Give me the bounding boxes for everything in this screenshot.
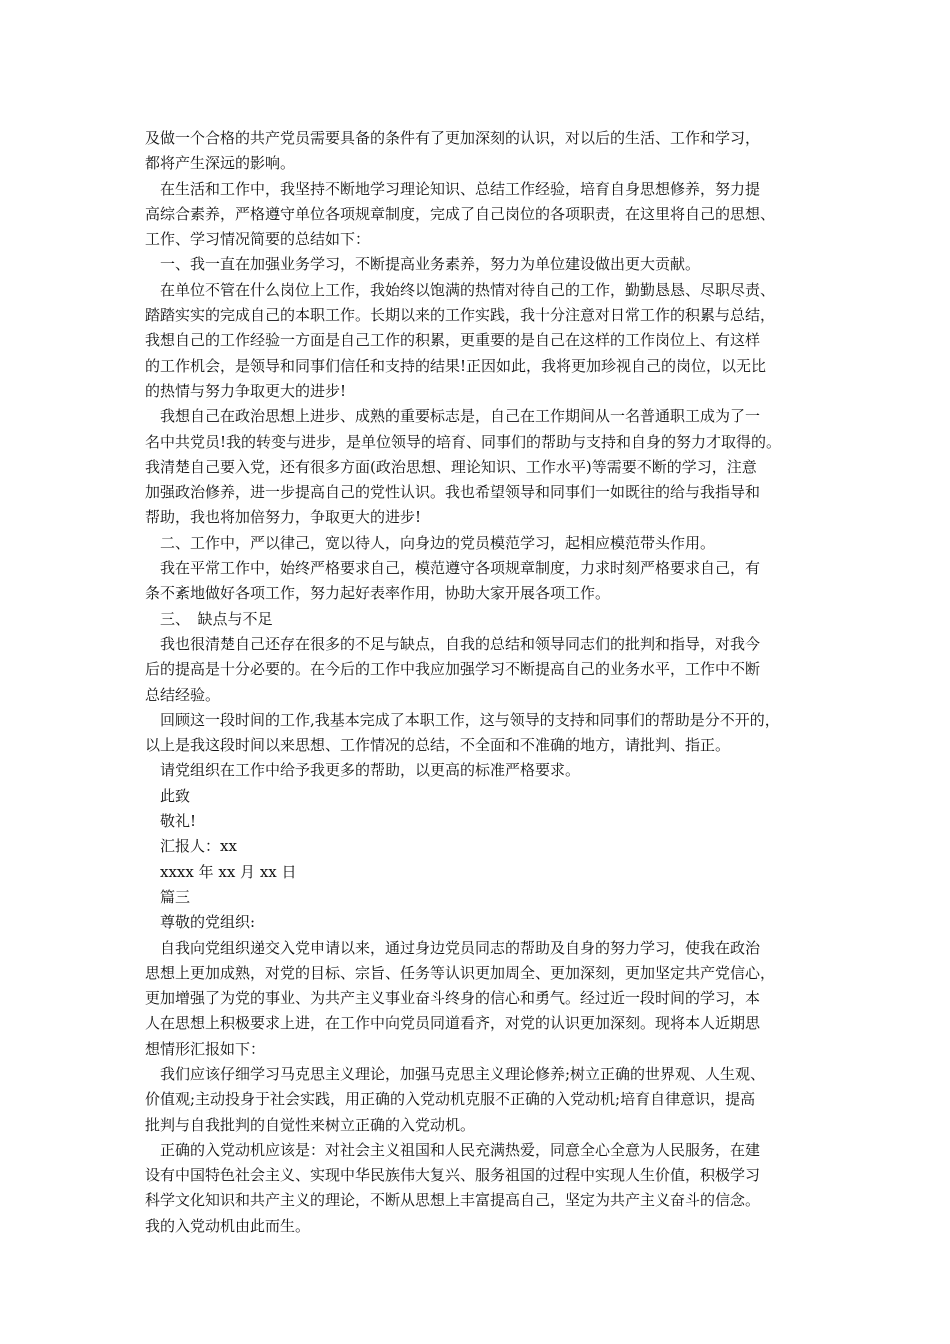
text-line: 价值观;主动投身于社会实践，用正确的入党动机克服不正确的入党动机;培育自律意识，提高 [145,1090,756,1109]
text-line: 人在思想上积极要求上进，在工作中向党员同道看齐，对党的认识更加深刻。现将本人近期思 [145,1014,761,1033]
text-line: 的工作机会，是领导和同事们信任和支持的结果!正因如此，我将更加珍视自己的岗位，以无比 [145,356,767,375]
text-line: 在生活和工作中，我坚持不断地学习理论知识、总结工作经验，培育自身思想修养，努力提 [145,179,761,198]
text-line: 以上是我这段时间以来思想、工作情况的总结，不全面和不准确的地方，请批判、指正。 [145,736,731,755]
closing-line: 敬礼! [145,812,197,831]
text-line: 想情形汇报如下： [145,1039,266,1058]
text-line: 及做一个合格的共产党员需要具备的条件有了更加深刻的认识，对以后的生活、工作和学习， [145,129,761,147]
text-line: 思想上更加成熟，对党的目标、宗旨、任务等认识更加周全、更加深刻，更加坚定共产党信心， [145,963,776,982]
text-line: 我想自己的工作经验一方面是自己工作的积累，更重要的是自己在这样的工作岗位上、有这样 [145,331,761,350]
closing-line: 此致 [145,786,191,805]
date-line: xxxx 年 xx 月 xx 日 [145,862,297,881]
document-body [145,126,813,1239]
text-line: 总结经验。 [145,685,221,704]
text-line: 我想自己在政治思想上进步、成熟的重要标志是，自己在工作期间从一名普通职工成为了一 [145,407,761,426]
text-line: 名中共党员!我的转变与进步，是单位领导的培育、同事们的帮助与支持和自身的努力才取得的。 [145,432,782,451]
reporter-line: 汇报人：xx [145,837,237,856]
text-line: 在单位不管在什么岗位上工作，我始终以饱满的热情对待自己的工作，勤勤恳恳、尽职尽责、 [145,280,776,299]
text-line: 自我向党组织递交入党申请以来，通过身边党员同志的帮助及自身的努力学习，使我在政治 [145,938,761,957]
text-line: 帮助，我也将加倍努力，争取更大的进步! [145,508,422,527]
text-line: 高综合素养，严格遵守单位各项规章制度，完成了自己岗位的各项职责，在这里将自己的思想、 [145,204,776,223]
text-line: 的热情与努力争取更大的进步! [145,381,347,400]
text-line: 更加增强了为党的事业、为共产主义事业奋斗终身的信心和勇气。经过近一段时间的学习，本 [145,989,761,1008]
text-line: 都将产生深远的影响。 [145,154,296,173]
text-line: 工作、学习情况简要的总结如下： [145,230,371,249]
section-heading: 二、工作中，严以律己，宽以待人，向身边的党员模范学习，起相应模范带头作用。 [145,533,716,552]
text-line: 我在平常工作中，始终严格要求自己，模范遵守各项规章制度，力求时刻严格要求自己，有 [145,559,761,578]
text-line: 我的入党动机由此而生。 [145,1216,311,1235]
text-line: 后的提高是十分必要的。在今后的工作中我应加强学习不断提高自己的业务水平，工作中不断 [145,660,761,679]
text-line: 科学文化知识和共产主义的理论，不断从思想上丰富提高自己，坚定为共产主义奋斗的信念。 [145,1191,761,1210]
section-heading: 一、我一直在加强业务学习，不断提高业务素养，努力为单位建设做出更大贡献。 [145,255,701,274]
text-line: 我们应该仔细学习马克思主义理论，加强马克思主义理论修养;树立正确的世界观、人生观、 [145,1064,766,1083]
text-line: 我也很清楚自己还存在很多的不足与缺点，自我的总结和领导同志们的批判和指导，对我今 [145,634,761,653]
section-heading: 三、 缺点与不足 [145,609,273,628]
section-title: 篇三 [145,887,191,906]
text-line: 设有中国特色社会主义、实现中华民族伟大复兴、服务祖国的过程中实现人生价值，积极学习 [145,1166,761,1185]
text-line: 回顾这一段时间的工作,我基本完成了本职工作，这与领导的支持和同事们的帮助是分不开的， [145,710,780,729]
text-line: 我清楚自己要入党，还有很多方面(政治思想、理论知识、工作水平)等需要不断的学习，注意 [145,457,757,476]
text-line: 批判与自我批判的自觉性来树立正确的入党动机。 [145,1115,476,1134]
text-line: 正确的入党动机应该是：对社会主义祖国和人民充满热爱，同意全心全意为人民服务，在建 [145,1140,761,1159]
text-line: 踏踏实实的完成自己的本职工作。长期以来的工作实践，我十分注意对日常工作的积累与总结， [145,306,776,325]
text-line: 加强政治修养，进一步提高自己的党性认识。我也希望领导和同事们一如既往的给与我指导和 [145,483,761,502]
salutation-line: 尊敬的党组织: [145,913,256,932]
text-line: 请党组织在工作中给予我更多的帮助，以更高的标准严格要求。 [145,761,581,780]
text-line: 条不紊地做好各项工作，努力起好表率作用，协助大家开展各项工作。 [145,584,611,603]
